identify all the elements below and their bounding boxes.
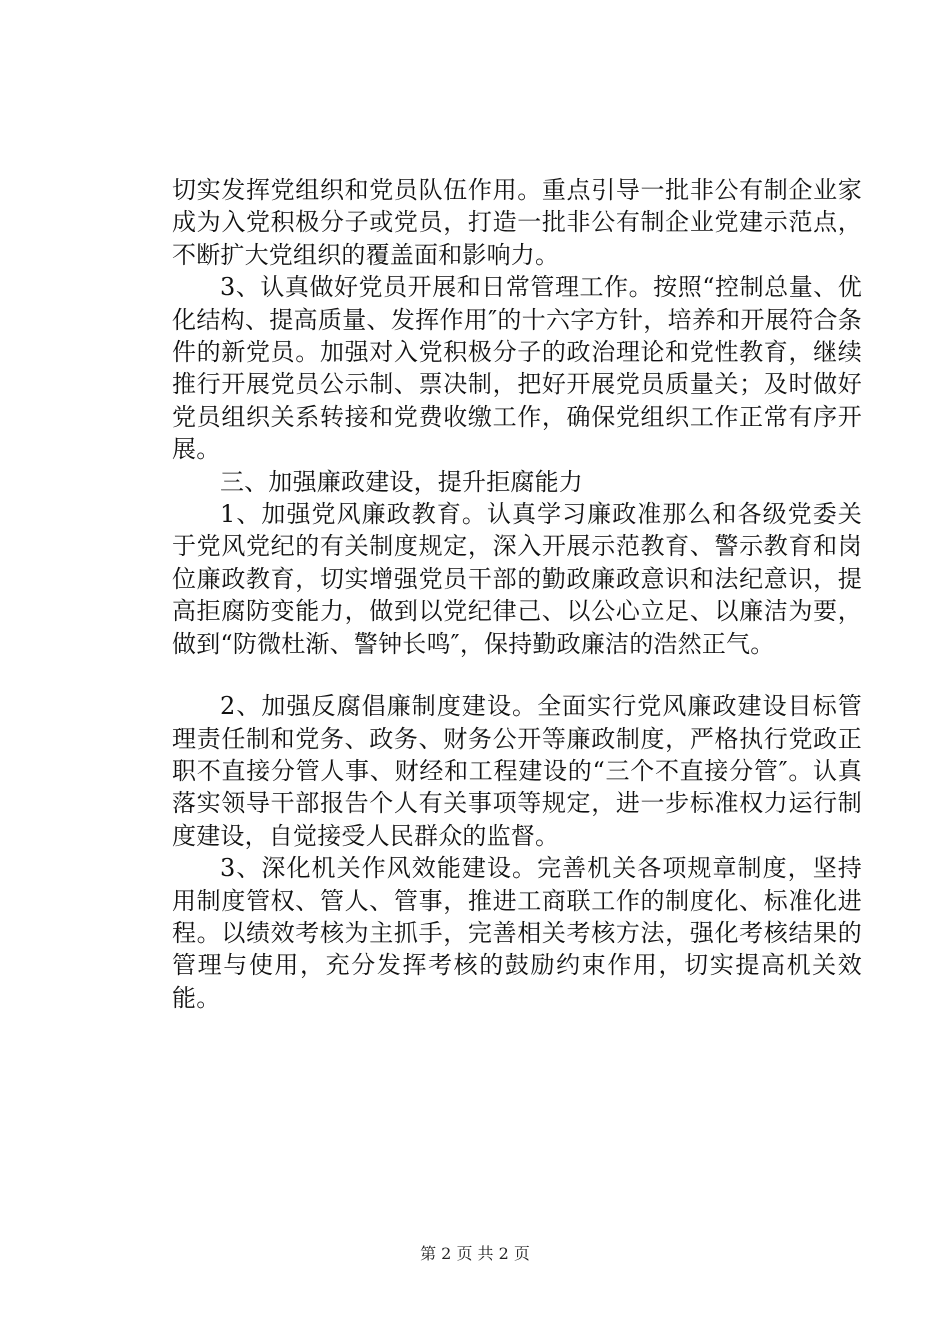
document-body bbox=[172, 174, 862, 1014]
paragraph-item-3-work-style: 3、深化机关作风效能建设。完善机关各项规章制度，坚持用制度管权、管人、管事，推进工商联工作的制度化、标准化进程。以绩效考核为主抓手，完善相关考核方法，强化考核结果的管理与使用，充分发挥考核的鼓励约束作用，切实提高机关效能。 bbox=[172, 854, 862, 1012]
section-heading-integrity: 三、加强廉政建设，提升拒腐能力 bbox=[220, 467, 583, 496]
paragraph-item-1-integrity-education: 1、加强党风廉政教育。认真学习廉政准那么和各级党委关于党风党纪的有关制度规定，深入开展示范教育、警示教育和岗位廉政教育，切实增强党员干部的勤政廉政意识和法纪意识，提高拒腐防变能力，做到以党纪律己、以公心立足、以廉洁为要，做到“防微杜渐、警钟长鸣″，保持勤政廉洁的浩然正气。 bbox=[172, 500, 862, 658]
page-number-footer: 第 2 页 共 2 页 bbox=[420, 1244, 530, 1263]
paragraph-item-2-anticorruption-system: 2、加强反腐倡廉制度建设。全面实行党风廉政建设目标管理责任制和党务、政务、财务公开等廉政制度，严格执行党政正职不直接分管人事、财经和工程建设的“三个不直接分管″。认真落实领导干部报告个人有关事项等规定，进一步标准权力运行制度建设，自觉接受人民群众的监督。 bbox=[172, 692, 862, 850]
paragraph-continuation: 切实发挥党组织和党员队伍作用。重点引导一批非公有制企业家成为入党积极分子或党员，打造一批非公有制企业党建示范点，不断扩大党组织的覆盖面和影响力。 bbox=[172, 176, 862, 269]
paragraph-item-3-member-management: 3、认真做好党员开展和日常管理工作。按照“控制总量、优化结构、提高质量、发挥作用″的十六字方针，培养和开展符合条件的新党员。加强对入党积极分子的政治理论和党性教育，继续推行开展党员公示制、票决制，把好开展党员质量关；及时做好党员组织关系转接和党费收缴工作，确保党组织工作正常有序开展。 bbox=[172, 273, 862, 464]
